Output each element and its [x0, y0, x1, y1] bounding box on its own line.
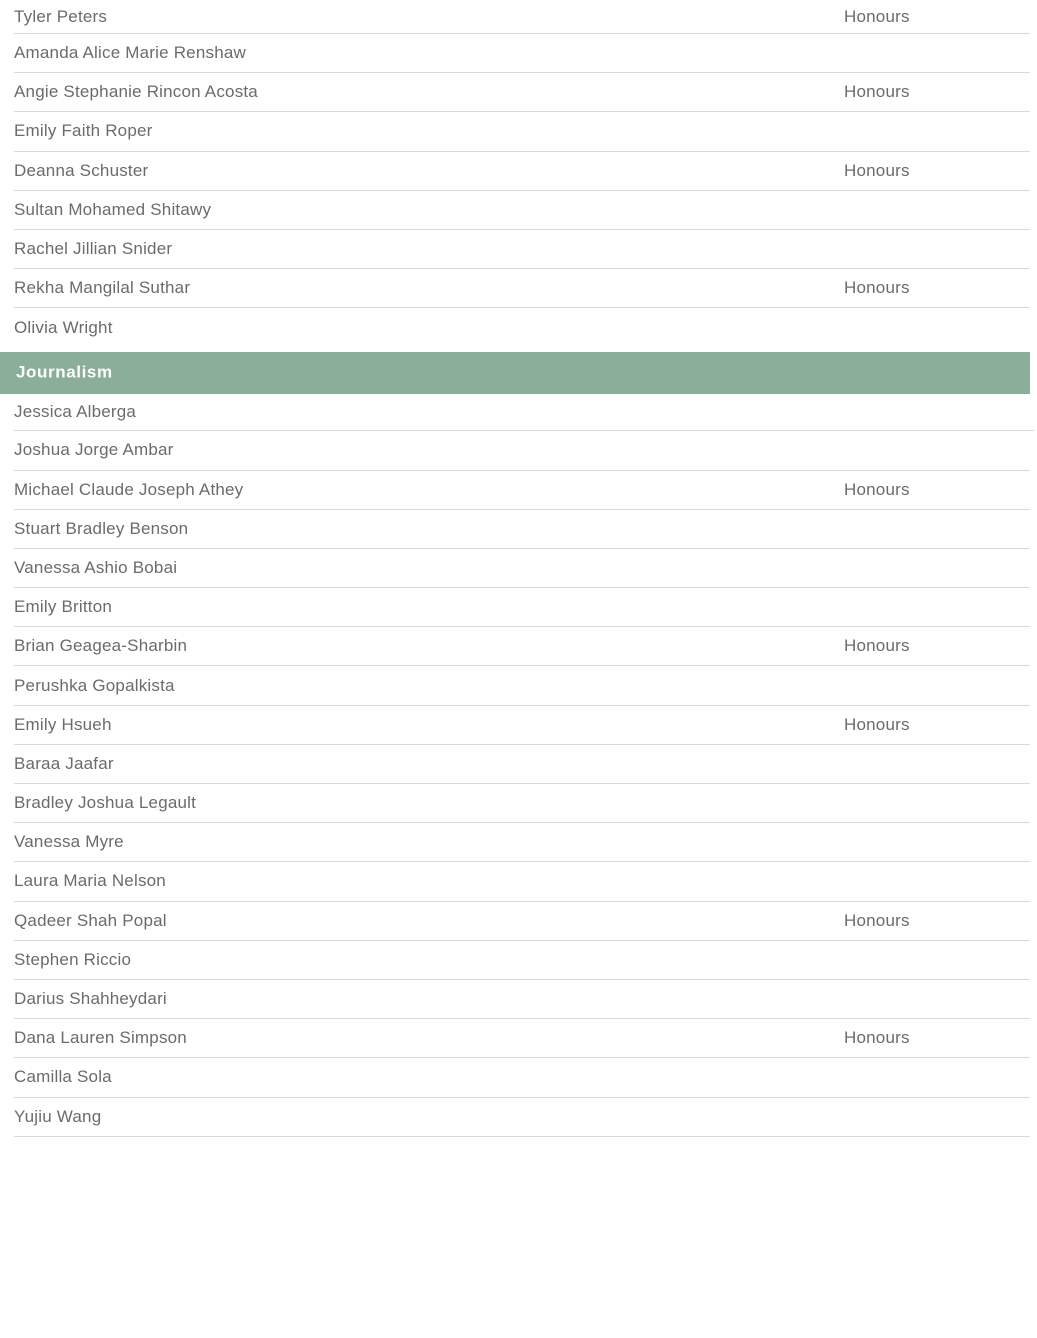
- table-row: [14, 0, 1030, 34]
- student-name: Baraa Jaafar: [14, 753, 114, 773]
- student-name: Dana Lauren Simpson: [14, 1028, 187, 1048]
- table-row: [14, 1019, 1030, 1058]
- student-name: Emily Faith Roper: [14, 121, 153, 141]
- student-name: Deanna Schuster: [14, 160, 149, 180]
- table-row: [14, 73, 1030, 112]
- honours-status: Honours: [844, 278, 910, 298]
- table-row: [14, 784, 1030, 823]
- table-row: [14, 112, 1030, 151]
- student-name: Laura Maria Nelson: [14, 871, 166, 891]
- table-row: [14, 308, 1030, 348]
- table-row: [14, 1098, 1030, 1137]
- table-row: [14, 34, 1030, 73]
- section-title: Journalism: [16, 362, 113, 382]
- table-row: [14, 230, 1030, 269]
- student-name: Amanda Alice Marie Renshaw: [14, 43, 246, 63]
- honours-status: Honours: [844, 82, 910, 102]
- student-name: Perushka Gopalkista: [14, 675, 175, 695]
- honours-status: Honours: [844, 1028, 910, 1048]
- student-name: Vanessa Myre: [14, 832, 124, 852]
- table-row: [14, 862, 1030, 901]
- table-row: [14, 745, 1030, 784]
- honours-status: Honours: [844, 6, 910, 26]
- table-row: [14, 980, 1030, 1019]
- table-row: [14, 823, 1030, 862]
- table-row: [14, 471, 1030, 510]
- student-name: Qadeer Shah Popal: [14, 910, 167, 930]
- student-name: Darius Shahheydari: [14, 989, 167, 1009]
- student-name: Tyler Peters: [14, 6, 108, 26]
- table-row: [14, 588, 1030, 627]
- student-name: Emily Hsueh: [14, 714, 112, 734]
- student-name: Angie Stephanie Rincon Acosta: [14, 82, 258, 102]
- student-name: Rekha Mangilal Suthar: [14, 278, 191, 298]
- table-row: [14, 941, 1030, 980]
- student-name: Stephen Riccio: [14, 949, 132, 969]
- student-name: Vanessa Ashio Bobai: [14, 557, 178, 577]
- table-row: [14, 549, 1030, 588]
- honours-status: Honours: [844, 479, 910, 499]
- table-row: [14, 902, 1030, 941]
- table-row: [14, 191, 1030, 230]
- table-row: [14, 510, 1030, 549]
- table-row: [14, 666, 1030, 705]
- student-name: Bradley Joshua Legault: [14, 793, 197, 813]
- table-row: [14, 706, 1030, 745]
- table-row: [14, 269, 1030, 308]
- student-name: Rachel Jillian Snider: [14, 239, 173, 259]
- student-name: Yujiu Wang: [14, 1106, 102, 1126]
- honours-status: Honours: [844, 636, 910, 656]
- section-header-journalism: [0, 352, 1030, 394]
- student-name: Jessica Alberga: [14, 402, 137, 422]
- table-row: [14, 627, 1030, 666]
- student-name: Stuart Bradley Benson: [14, 518, 189, 538]
- student-name: Brian Geagea-Sharbin: [14, 636, 188, 656]
- honours-status: Honours: [844, 160, 910, 180]
- student-name: Emily Britton: [14, 597, 113, 617]
- student-name: Michael Claude Joseph Athey: [14, 479, 244, 499]
- student-name: Joshua Jorge Ambar: [14, 440, 174, 460]
- student-name: Sultan Mohamed Shitawy: [14, 199, 212, 219]
- table-row: [14, 152, 1030, 191]
- table-row: [14, 1058, 1030, 1097]
- table-row: [14, 394, 1034, 431]
- table-row: [14, 431, 1030, 470]
- honours-status: Honours: [844, 910, 910, 930]
- student-name: Olivia Wright: [14, 318, 113, 338]
- student-name: Camilla Sola: [14, 1067, 112, 1087]
- honours-status: Honours: [844, 714, 910, 734]
